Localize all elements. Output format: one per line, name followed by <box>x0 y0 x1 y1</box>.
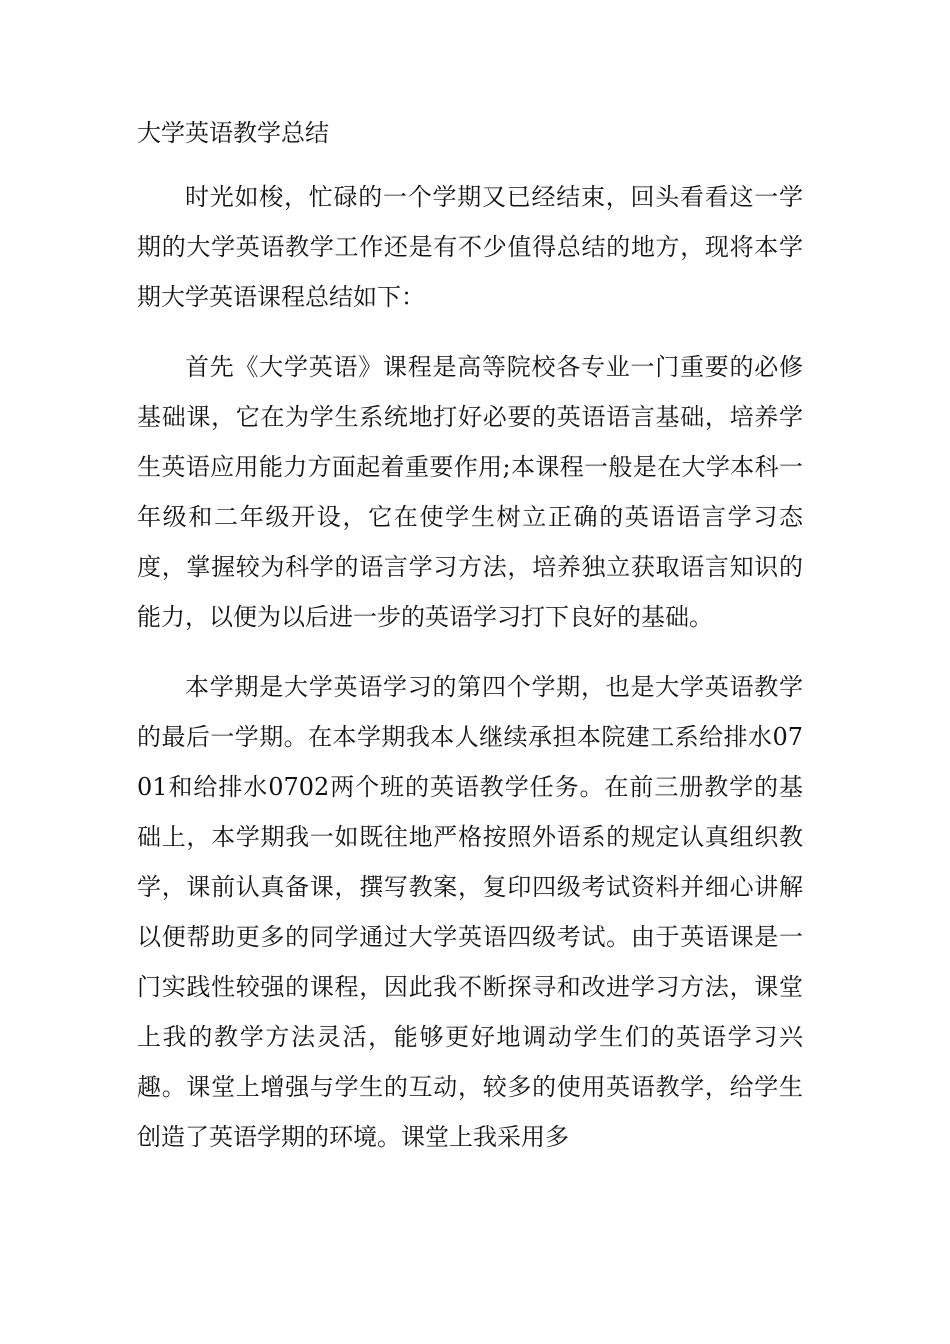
document-body <box>137 108 803 1182</box>
paragraph-semester-work: 本学期是大学英语学习的第四个学期，也是大学英语教学的最后一学期。在本学期我本人继续承担本院建工系给排水0701和给排水0702两个班的英语教学任务。在前三册教学的基础上，本学期我一如既往地严格按照外语系的规定认真组织教学，课前认真备课，撰写教案，复印四级考试资料并细心讲解以便帮助更多的同学通过大学英语四级考试。由于英语课是一门实践性较强的课程，因此我不断探寻和改进学习方法，课堂上我的教学方法灵活，能够更好地调动学生们的英语学习兴趣。课堂上增强与学生的互动，较多的使用英语教学，给学生创造了英语学期的环境。课堂上我采用多 <box>137 673 803 1151</box>
document-title: 大学英语教学总结 <box>137 119 329 147</box>
paragraph-course-description: 首先《大学英语》课程是高等院校各专业一门重要的必修基础课，它在为学生系统地打好必要的英语语言基础，培养学生英语应用能力方面起着重要作用;本课程一般是在大学本科一年级和二年级开设，它在使学生树立正确的英语语言学习态度，掌握较为科学的语言学习方法，培养独立获取语言知识的能力，以便为以后进一步的英语学习打下良好的基础。 <box>137 353 803 631</box>
paragraph-intro: 时光如梭，忙碌的一个学期又已经结束，回头看看这一学期的大学英语教学工作还是有不少值得总结的地方，现将本学期大学英语课程总结如下： <box>137 183 803 311</box>
